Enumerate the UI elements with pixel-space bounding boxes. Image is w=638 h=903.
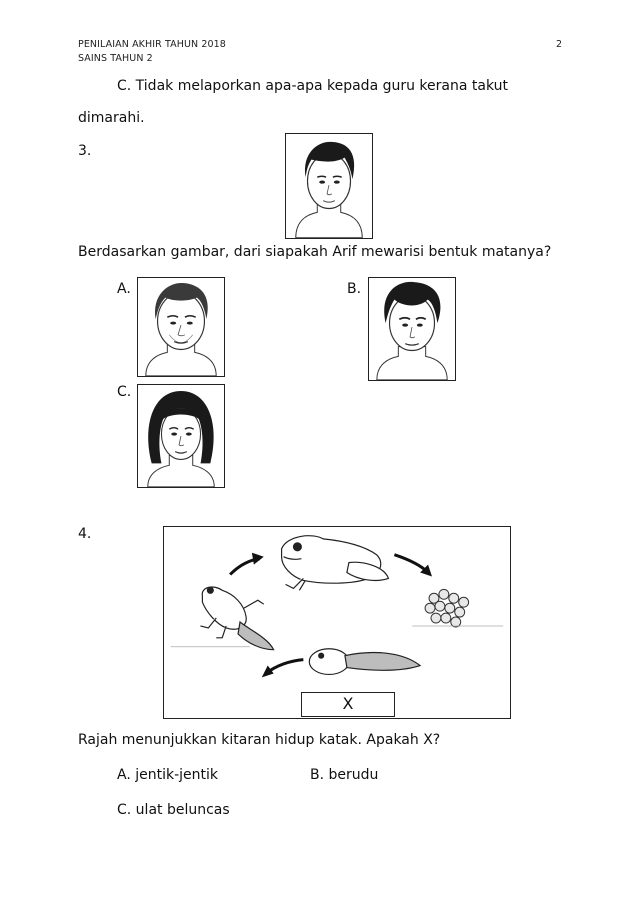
frog-life-cycle-diagram (163, 526, 511, 719)
older-man-face-illustration (138, 278, 224, 376)
q3-question: Berdasarkan gambar, dari siapakah Arif mewarisi bentuk matanya? (78, 244, 552, 260)
life-cycle-illustration (164, 527, 510, 718)
q3-option-a-label: A. (117, 281, 131, 297)
q2-option-c-line1: C. Tidak melaporkan apa-apa kepada guru kerana takut (117, 78, 509, 94)
q4-option-c[interactable]: C. ulat beluncas (117, 802, 230, 818)
q3-number: 3. (78, 143, 92, 159)
q4-option-a[interactable]: A. jentik-jentik (117, 767, 219, 783)
q2-option-c-line2: dimarahi. (78, 110, 145, 126)
froglet-icon (200, 587, 273, 650)
q3-option-a-image (137, 277, 225, 377)
q4-option-b[interactable]: B. berudu (310, 767, 379, 783)
boy-face-illustration (286, 134, 372, 238)
q3-option-b-label: B. (347, 281, 362, 297)
q3-option-c-label: C. (117, 384, 132, 400)
unknown-stage-label-x: X (301, 692, 395, 717)
woman-face-illustration (138, 385, 224, 487)
frog-eggs-icon (425, 589, 469, 627)
q4-number: 4. (78, 526, 92, 542)
exam-subtitle: SAINS TAHUN 2 (78, 53, 153, 64)
q4-question: Rajah menunjukkan kitaran hidup katak. Apakah X? (78, 732, 441, 748)
young-man-face-illustration (369, 278, 455, 380)
page-number: 2 (556, 39, 563, 50)
arrow-head-bottom (262, 666, 274, 678)
tadpole-icon (309, 649, 420, 675)
adult-frog-icon (282, 536, 389, 591)
arif-portrait-image (285, 133, 373, 239)
q3-option-c-image (137, 384, 225, 488)
q3-option-b-image (368, 277, 456, 381)
exam-title: PENILAIAN AKHIR TAHUN 2018 (78, 39, 226, 50)
arrow-head-top-left (252, 553, 264, 565)
